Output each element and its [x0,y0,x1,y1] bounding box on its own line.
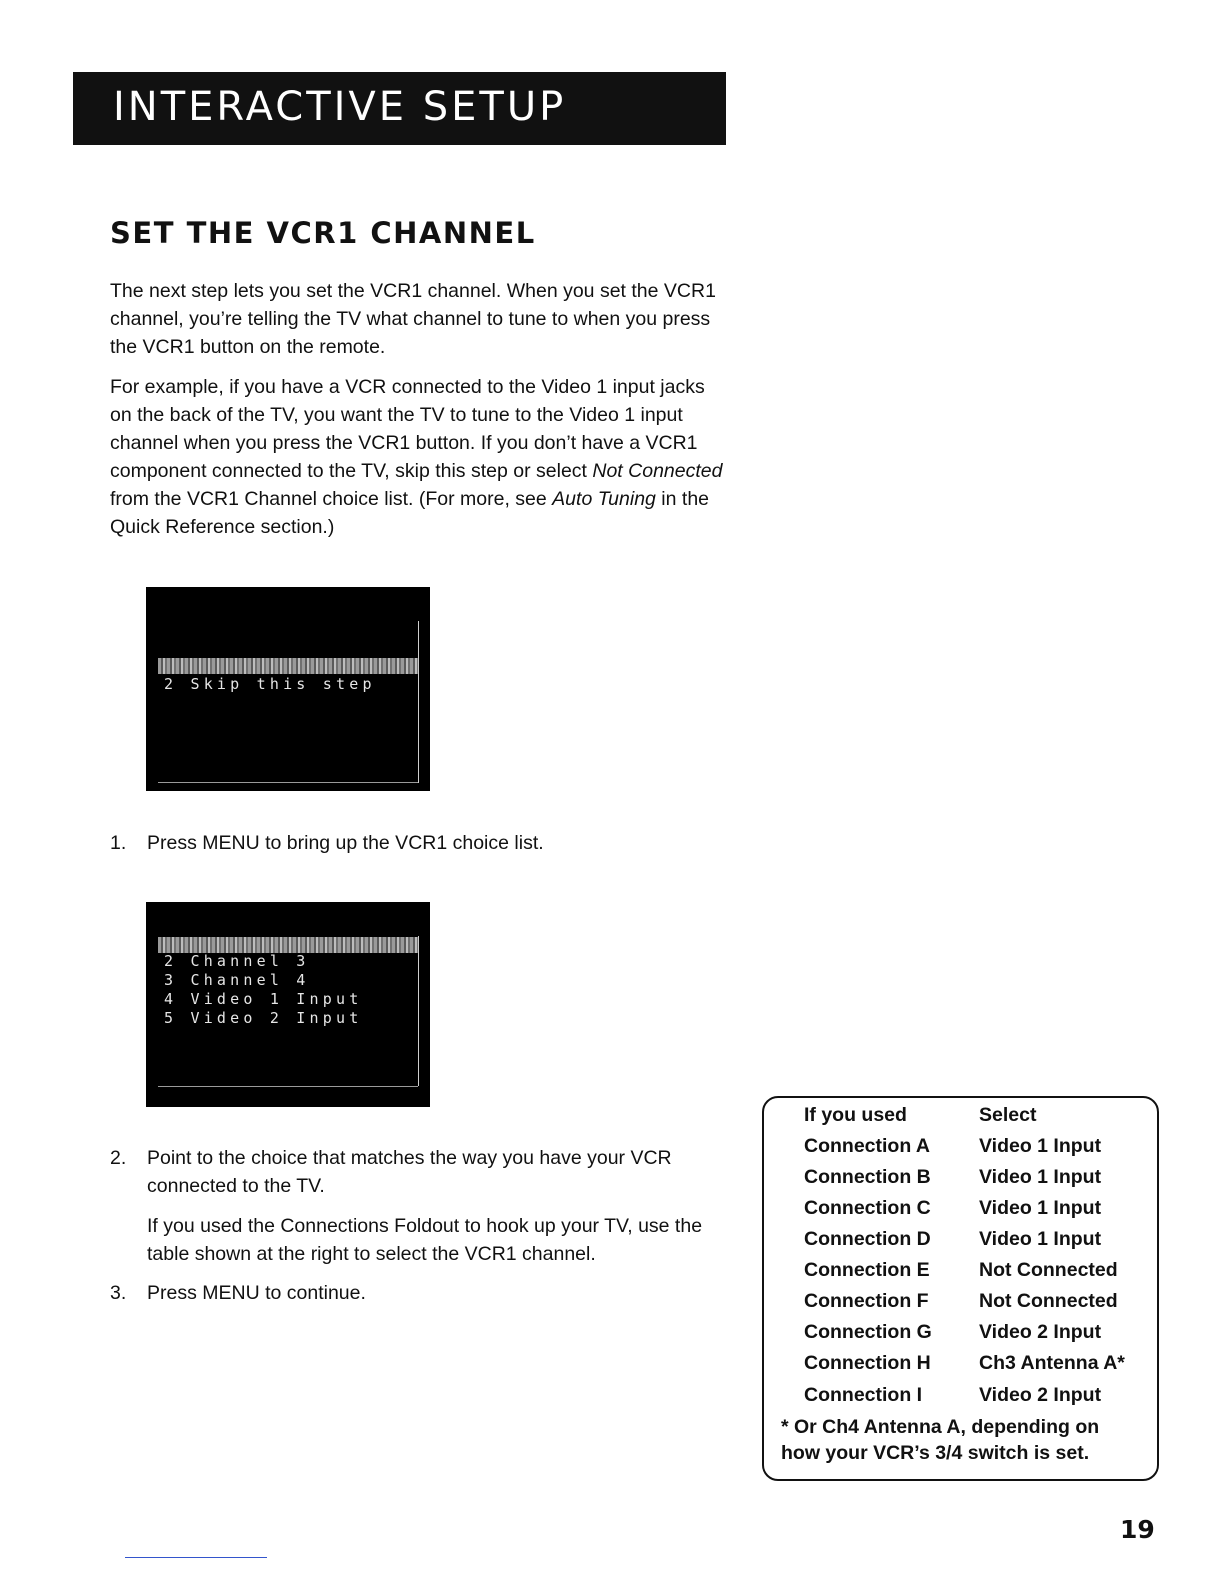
step-number: 1. [110,832,127,854]
highlighted-menu-item [158,937,418,953]
example-text-1: For example, if you have a VCR connected to the Video 1 input jacks on the back of the TV, you want the TV to tune to the Video 1 input channel when you press the VCR1 button. If you don’t have a VCR1 component connected to the TV, skip this step or select [110,376,705,482]
table-cell-select: Video 1 Input [979,1228,1102,1250]
page-number: 19 [1120,1515,1155,1544]
table-row [804,1135,1144,1166]
page-header-title: INTERACTIVE SETUP [113,84,567,130]
step-subtext: If you used the Connections Foldout to hook up your TV, use the table shown at the right to select the VCR1 channel. [147,1215,703,1265]
tv-screen-skip-step [146,587,430,791]
step-number: 2. [110,1147,127,1169]
table-footnote: * Or Ch4 Antenna A, depending on how your VCR’s 3/4 switch is set. [781,1416,1100,1464]
table-row [804,1166,1144,1197]
table-cell-connection: Connection G [804,1321,932,1343]
table-header-if-you-used: If you used [804,1104,907,1126]
screen-menu-line: 5 Video 2 Input [164,1009,363,1027]
table-cell-connection: Connection E [804,1259,930,1281]
table-cell-select: Video 1 Input [979,1135,1102,1157]
section-title: SET THE VCR1 CHANNEL [110,216,536,250]
table-row [804,1352,1144,1383]
table-cell-select: Not Connected [979,1259,1118,1281]
table-row [804,1290,1144,1321]
screen-menu-line: 3 Channel 4 [164,971,310,989]
footer-link-underline [125,1557,267,1558]
table-row [804,1384,1144,1415]
table-cell-connection: Connection B [804,1166,931,1188]
table-cell-select: Video 1 Input [979,1166,1102,1188]
header-banner [73,72,726,145]
step-text: Press MENU to continue. [147,1282,366,1304]
table-cell-select: Not Connected [979,1290,1118,1312]
auto-tuning-term: Auto Tuning [552,488,656,510]
screen-frame-bottom [158,782,418,783]
table-cell-select: Video 1 Input [979,1197,1102,1219]
highlighted-menu-item [158,658,418,674]
table-cell-connection: Connection I [804,1384,923,1406]
table-header-row [804,1104,1144,1135]
screen-frame-right [418,621,419,783]
example-text-2: from the VCR1 Channel choice list. (For more, see [110,488,553,510]
table-row [804,1197,1144,1228]
table-cell-connection: Connection A [804,1135,931,1157]
table-cell-connection: Connection D [804,1228,931,1250]
tv-screen-vcr1-choice-list [146,902,430,1107]
table-row [804,1259,1144,1290]
screen-menu-line: 2 Channel 3 [164,952,310,970]
screen-frame-right [418,936,419,1086]
connection-table-callout [762,1096,1159,1481]
table-cell-connection: Connection H [804,1352,931,1374]
example-paragraph [110,373,730,541]
intro-paragraph: The next step lets you set the VCR1 channel. When you set the VCR1 channel, you’re telling the TV what channel to tune to when you press the VCR1 button on the remote. [110,280,716,358]
not-connected-term: Not Connected [592,460,723,482]
table-cell-select: Ch3 Antenna A* [979,1352,1125,1374]
screen-menu-line: 2 Skip this step [164,675,376,693]
table-cell-select: Video 2 Input [979,1384,1102,1406]
table-header-select: Select [979,1104,1037,1126]
screen-frame-bottom [158,1086,418,1087]
table-cell-connection: Connection F [804,1290,929,1312]
screen-menu-line: 4 Video 1 Input [164,990,363,1008]
example-text-3: in the Quick Reference section.) [110,488,710,538]
step-text: Press MENU to bring up the VCR1 choice list. [147,832,544,854]
table-cell-select: Video 2 Input [979,1321,1102,1343]
step-text: Point to the choice that matches the way you have your VCR connected to the TV. [147,1147,672,1197]
step-number: 3. [110,1282,127,1304]
table-row [804,1228,1144,1259]
table-cell-connection: Connection C [804,1197,931,1219]
table-row [804,1321,1144,1352]
